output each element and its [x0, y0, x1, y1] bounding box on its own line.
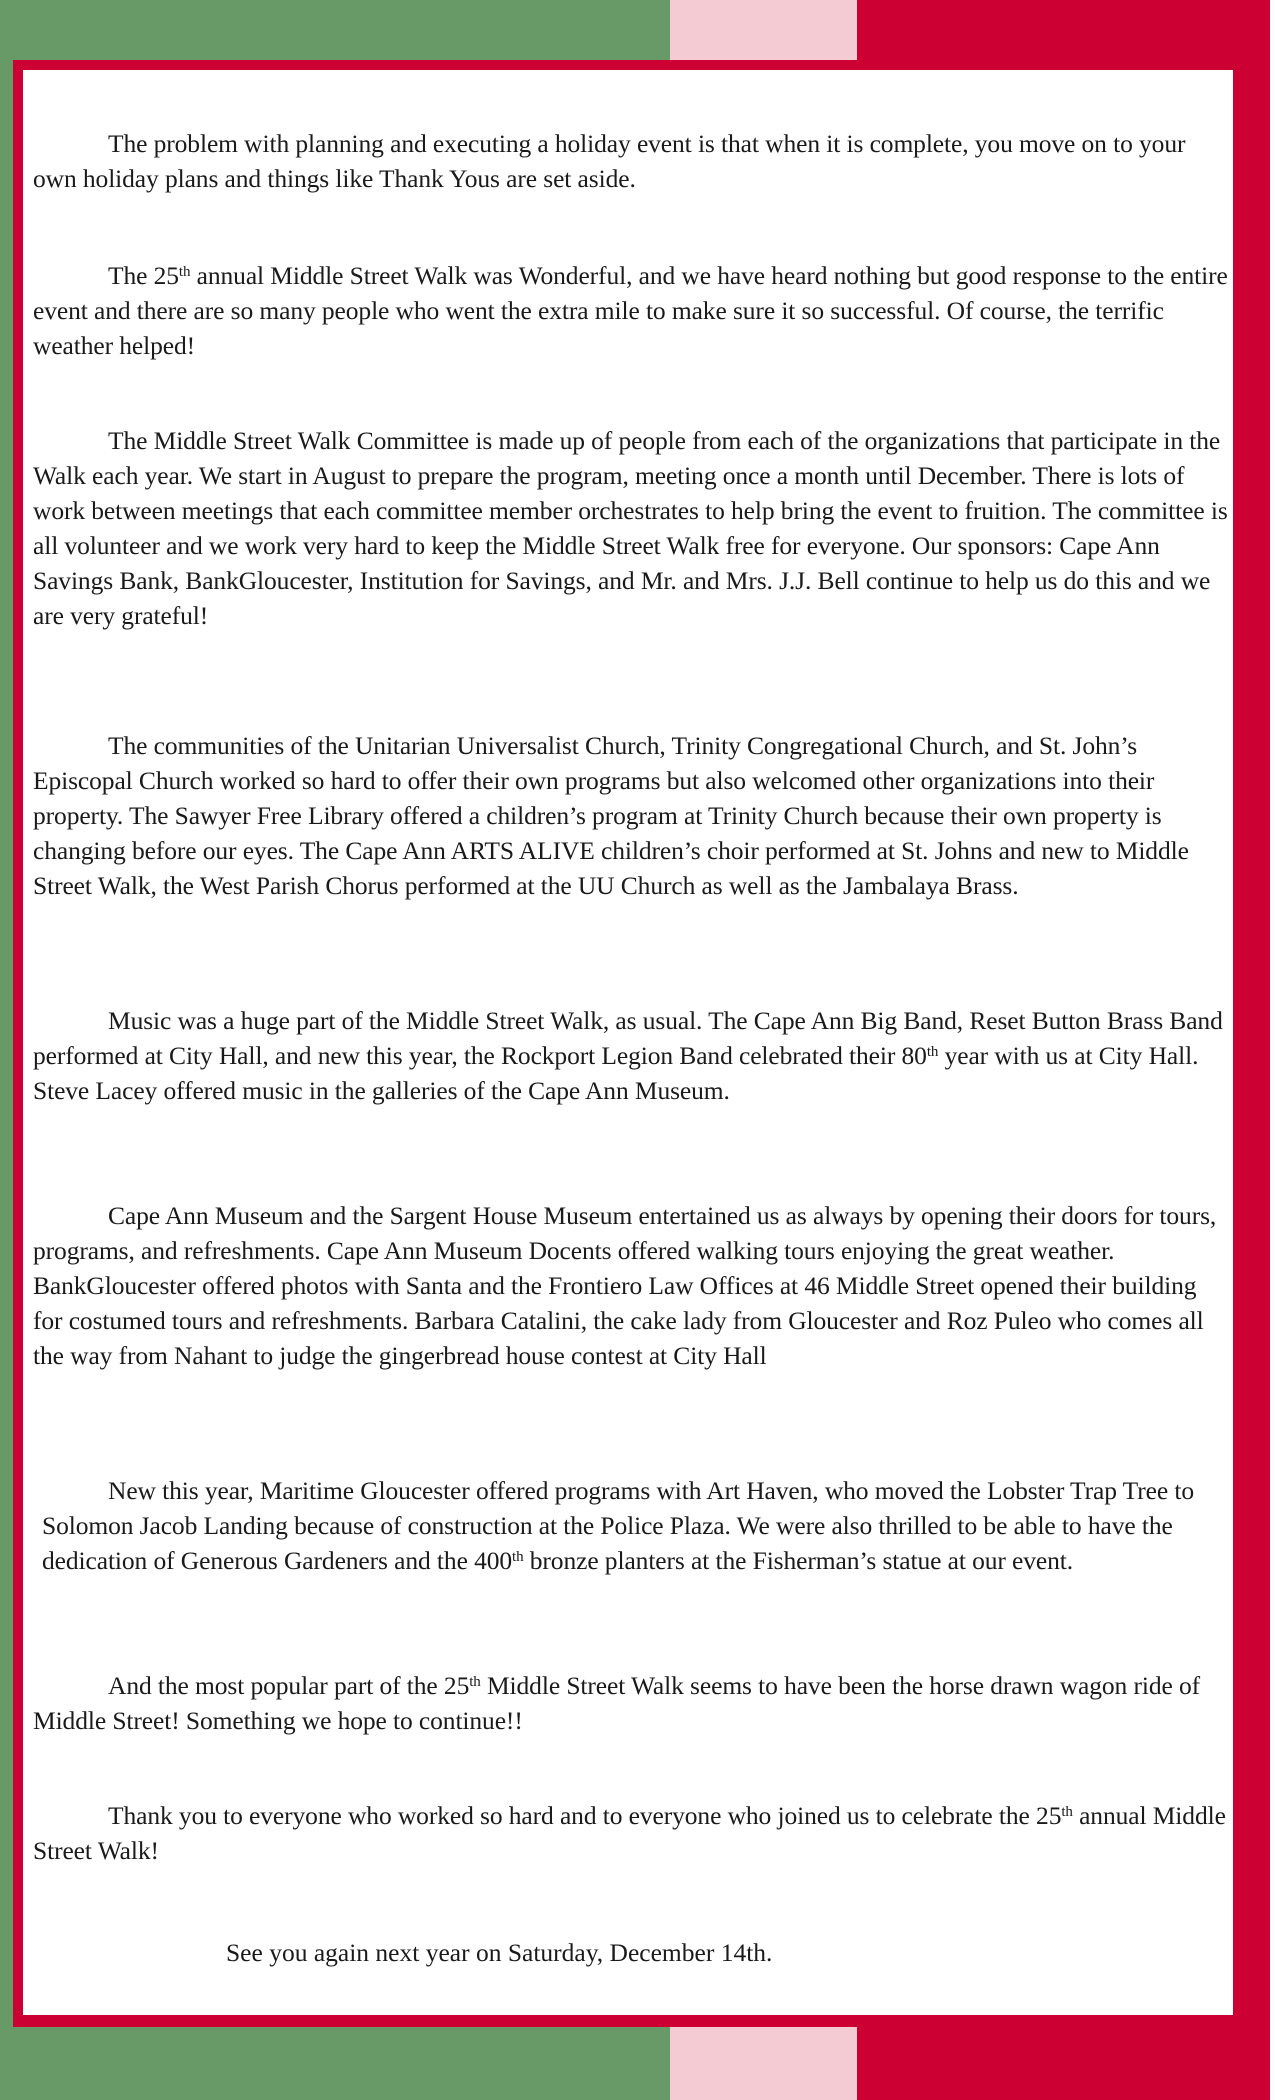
paragraph-text: The communities of the Unitarian Universalist Church, Trinity Congregational Church, and St. John’s Episcopal Church worked so hard to offer their own programs but also welcomed other organizations into their property. The Sawyer Free Library offered a children’s program at Trinity Church because their own property is changing before our eyes. The Cape Ann ARTS ALIVE children’s choir performed at St. Johns and new to Middle Street Walk, the West Parish Chorus performed at the UU Church as well as the Jambalaya Brass.	[33, 731, 1189, 900]
ordinal-suffix: th	[1061, 1804, 1073, 1820]
letter-page	[23, 70, 1233, 2015]
paragraph-text: And the most popular part of the 25	[108, 1671, 470, 1700]
band-green-segment	[0, 0, 670, 60]
paragraph-horse-wagon	[33, 1668, 1228, 1738]
band-red-segment	[857, 0, 1270, 60]
paragraph-text: annual Middle Street Walk!	[33, 1801, 1226, 1865]
band-pink-segment	[670, 0, 857, 60]
closing-line: See you again next year on Saturday, December 14th.	[226, 1938, 773, 1967]
paragraph-text: Music was a huge part of the Middle Street Walk, as usual. The Cape Ann Big Band, Reset Button Brass Band performed at City Hall, and new this year, the Rockport Legion Band celebrated their 80	[33, 1006, 1223, 1070]
paragraph-text: New this year, Maritime Gloucester offered programs with Art Haven, who moved the Lobster Trap Tree to Solomon Jacob Landing because of construction at the Police Plaza. We were also thrilled to be able to have the dedication of Generous Gardeners and the 400	[42, 1476, 1195, 1575]
paragraph-text: The 25	[108, 261, 179, 290]
band-pink-segment	[670, 2027, 857, 2100]
band-green-segment	[0, 2027, 670, 2100]
ordinal-suffix: th	[926, 1044, 939, 1060]
paragraph-text: annual Middle Street Walk was Wonderful, and we have heard nothing but good response to the entire event and there are so many people who went the extra mile to make sure it so successful. Of course, the terrific weather helped!	[33, 261, 1228, 360]
ordinal-suffix: th	[469, 1674, 481, 1690]
band-red-segment	[857, 2027, 1270, 2100]
paragraph-new-this-year	[42, 1473, 1230, 1578]
paragraph-churches	[33, 728, 1228, 903]
paragraph-music	[33, 1003, 1228, 1108]
paragraph-committee	[33, 423, 1228, 633]
paragraph-thank-you	[33, 1798, 1228, 1868]
right-edge-strip	[1270, 0, 1275, 2100]
paragraph-text: The problem with planning and executing a holiday event is that when it is complete, you move on to your own holiday plans and things like Thank Yous are set aside.	[33, 129, 1186, 193]
paragraph-text: year with us at City Hall. Steve Lacey offered music in the galleries of the Cape Ann Museum.	[33, 1041, 1199, 1105]
ordinal-suffix: th	[512, 1549, 524, 1565]
paragraph-walk-wonderful	[33, 258, 1228, 363]
paragraph-museums	[33, 1198, 1228, 1373]
paragraph-intro	[33, 126, 1228, 196]
paragraph-text: bronze planters at the Fisherman’s statue at our event.	[523, 1546, 1074, 1575]
paragraph-text: The Middle Street Walk Committee is made up of people from each of the organizations that participate in the Walk each year. We start in August to prepare the program, meeting once a month until December. There is lots of work between meetings that each committee member orchestrates to help bring the event to fruition. The committee is all volunteer and we work very hard to keep the Middle Street Walk free for everyone. Our sponsors: Cape Ann Savings Bank, BankGloucester, Institution for Savings, and Mr. and Mrs. J.J. Bell continue to help us do this and we are very grateful!	[33, 426, 1228, 630]
paragraph-text: Cape Ann Museum and the Sargent House Museum entertained us as always by opening their doors for tours, programs, and refreshments. Cape Ann Museum Docents offered walking tours enjoying the great weather. BankGloucester offered photos with Santa and the Frontiero Law Offices at 46 Middle Street opened their building for costumed tours and refreshments. Barbara Catalini, the cake lady from Gloucester and Roz Puleo who comes all the way from Nahant to judge the gingerbread house contest at City Hall	[33, 1201, 1217, 1370]
paragraph-text: Middle Street Walk seems to have been the horse drawn wagon ride of Middle Street! Something we hope to continue!!	[33, 1671, 1201, 1735]
ordinal-suffix: th	[178, 264, 191, 280]
paragraph-text: Thank you to everyone who worked so hard and to everyone who joined us to celebrate the 25	[108, 1801, 1062, 1830]
